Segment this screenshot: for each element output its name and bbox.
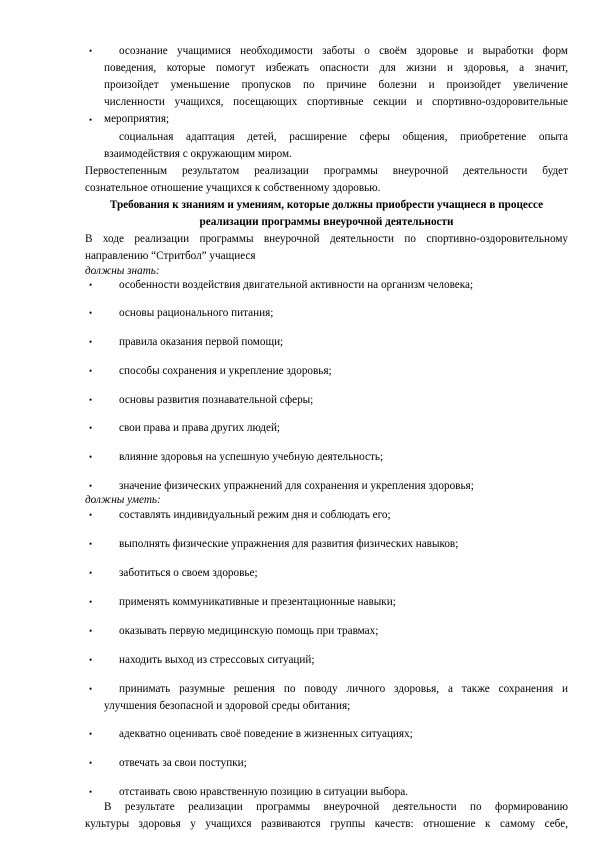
know-item-7: влияние здоровья на успешную учебную деятельность;: [119, 451, 384, 463]
section-intro-line-2: направлению “Стритбол” учащиеся: [85, 250, 256, 262]
bullet: •: [89, 308, 93, 318]
closing-paragraph-line-1: В результате реализации программы внеурочной деятельности по формированию: [104, 801, 568, 813]
able-item-8: адекватно оценивать своё поведение в жизненных ситуациях;: [119, 728, 413, 740]
section-heading-line-1: Требования к знаниям и умениям, которые должны приобрести учащиеся в процессе: [109, 199, 544, 211]
able-item-1: составлять индивидуальный режим дня и соблюдать его;: [119, 509, 391, 521]
bullet: •: [89, 510, 93, 520]
result-paragraph-line-1: Первостепенным результатом реализации программы внеурочной деятельности будет: [85, 165, 568, 177]
bullet: •: [89, 684, 93, 694]
able-item-9: отвечать за свои поступки;: [119, 757, 247, 769]
know-label: должны знать:: [85, 265, 160, 277]
able-item-6: находить выход из стрессовых ситуаций;: [119, 654, 315, 666]
intro-item-1-line-1: осознание учащимися необходимости заботы о своём здоровье и выработки форм: [119, 45, 568, 57]
able-item-5: оказывать первую медицинскую помощь при травмах;: [119, 625, 379, 637]
result-paragraph-line-2: сознательное отношение учащихся к собственному здоровью.: [85, 182, 381, 194]
know-item-8: значение физических упражнений для сохранения и укрепления здоровья;: [119, 480, 474, 492]
bullet: •: [89, 539, 93, 549]
able-label: должны уметь:: [85, 494, 161, 506]
intro-item-2-line-2: взаимодействия с окружающим миром.: [104, 148, 292, 160]
section-intro-line-1: В ходе реализации программы внеурочной деятельности по спортивно-оздоровительному: [85, 233, 568, 245]
bullet: •: [89, 655, 93, 665]
able-item-4: применять коммуникативные и презентационные навыки;: [119, 596, 396, 608]
bullet: •: [89, 115, 93, 125]
section-heading-line-2: реализации программы внеурочной деятельности: [199, 216, 454, 228]
bullet: •: [89, 626, 93, 636]
know-item-5: основы развития познавательной сферы;: [119, 394, 314, 406]
bullet: •: [89, 337, 93, 347]
intro-item-1-line-5: мероприятия;: [104, 113, 170, 125]
know-item-1: особенности воздействия двигательной активности на организм человека;: [119, 279, 474, 291]
know-item-3: правила оказания первой помощи;: [119, 336, 284, 348]
able-item-10: отстаивать свою нравственную позицию в ситуации выбора.: [119, 786, 408, 798]
bullet: •: [89, 568, 93, 578]
able-item-2: выполнять физические упражнения для развития физических навыков;: [119, 538, 459, 550]
intro-item-1-line-3: произойдет уменьшение пропусков по причине болезни и произойдет увеличение: [104, 79, 568, 91]
bullet: •: [89, 46, 93, 56]
bullet: •: [89, 787, 93, 797]
intro-item-1-line-2: поведения, которые помогут избежать опасности для жизни и здоровья, а значит,: [104, 62, 568, 74]
able-item-7-line-2: улучшения безопасной и здоровой среды обитания;: [104, 700, 351, 712]
intro-item-1-line-4: численности учащихся, посещающих спортивные секции и спортивно-оздоровительные: [104, 96, 568, 108]
bullet: •: [89, 366, 93, 376]
bullet: •: [89, 423, 93, 433]
intro-item-2-line-1: социальная адаптация детей, расширение сферы общения, приобретение опыта: [119, 131, 568, 143]
know-item-4: способы сохранения и укрепление здоровья;: [119, 365, 332, 377]
know-item-6: свои права и права других людей;: [119, 422, 281, 434]
bullet: •: [89, 280, 93, 290]
bullet: •: [89, 758, 93, 768]
bullet: •: [89, 597, 93, 607]
bullet: •: [89, 395, 93, 405]
bullet: •: [89, 452, 93, 462]
able-item-7-line-1: принимать разумные решения по поводу личного здоровья, а также сохранения и: [119, 683, 568, 695]
closing-paragraph-line-2: культуры здоровья у учащихся развиваются группы качеств: отношение к самому себе,: [85, 818, 568, 830]
able-item-3: заботиться о своем здоровье;: [119, 567, 258, 579]
know-item-2: основы рационального питания;: [119, 307, 274, 319]
bullet: •: [89, 481, 93, 491]
bullet: •: [89, 729, 93, 739]
